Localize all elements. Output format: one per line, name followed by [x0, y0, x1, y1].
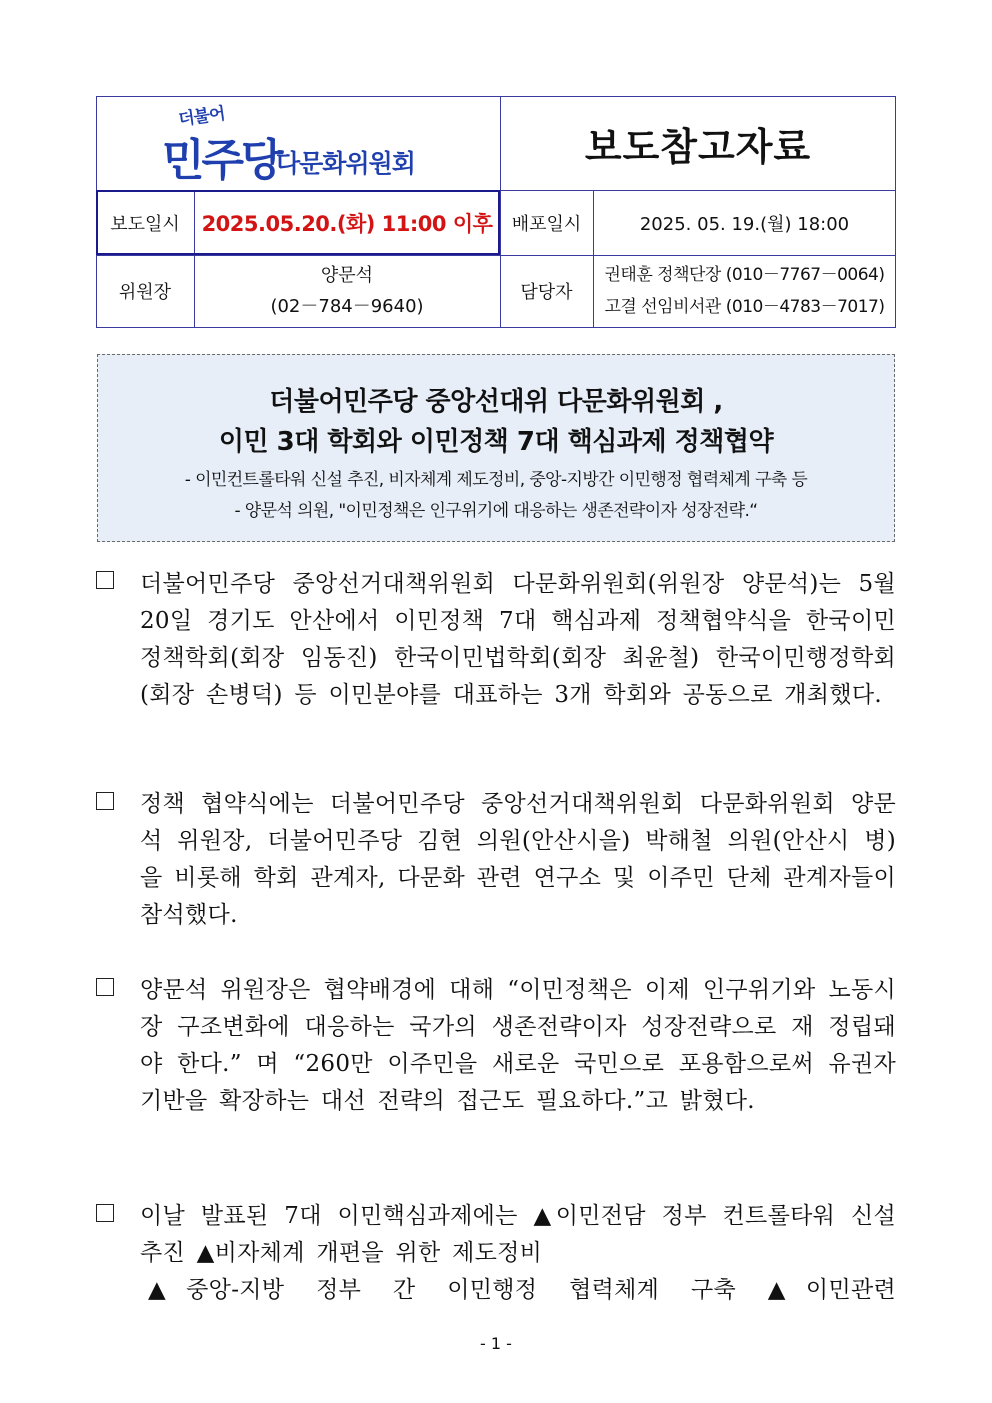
- logo-small-text: 더불어: [177, 103, 226, 131]
- contact-2: 고결 선임비서관 (010－4783－7017): [604, 297, 885, 317]
- checkbox-bullet-icon: [96, 978, 114, 996]
- headline-box: [97, 354, 895, 542]
- embargo-value: 2025.05.20.(화) 11:00 이후: [201, 211, 493, 236]
- body-paragraph-1: [96, 566, 896, 756]
- logo-main-text: 민주당: [162, 135, 281, 186]
- subheadline-1: - 이민컨트롤타워 신설 추진, 비자체계 제도정비, 중앙-지방간 이민행정 협력체계 구축 등: [184, 470, 808, 490]
- document-type: 보도참고자료: [584, 124, 812, 169]
- header-table: [96, 96, 896, 328]
- distribution-value: 2025. 05. 19.(월) 18:00: [639, 213, 850, 235]
- paragraph-text: 정책 협약식에는 더불어민주당 중앙선거대책위원회 다문화위원회 양문석 위원장, 더불어민주당 김현 의원(안산시을) 박해철 의원(안산시 병)을 비롯해 학회 관계자, 다문화 관련 연구소 및 이주민 단체 관계자들이 참석했다.: [140, 791, 896, 928]
- chair-name: 양문석: [320, 265, 374, 286]
- page-number: - 1 -: [480, 1334, 512, 1353]
- body-paragraph-3: [96, 972, 896, 1162]
- headline-line-2: 이민 3대 학회와 이민정책 7대 핵심과제 정책협약: [218, 427, 774, 457]
- contact-1: 권태훈 정책단장 (010－7767－0064): [604, 265, 885, 285]
- paragraph-text: 이날 발표된 7대 이민핵심과제에는 ▲이민전담 정부 컨트롤타워 신설 추진 ▲비자체계 개편을 위한 제도정비: [140, 1203, 896, 1266]
- embargo-label: 보도일시: [110, 213, 180, 235]
- contact-info: [593, 255, 896, 327]
- body-paragraph-4: [96, 1198, 896, 1316]
- checkbox-bullet-icon: [96, 792, 114, 810]
- paragraph-text: 더불어민주당 중앙선거대책위원회 다문화위원회(위원장 양문석)는 5월 20일 경기도 안산에서 이민정책 7대 핵심과제 정책협약식을 한국이민정책학회(회장 임동진) 한국이민법학회(회장 최윤철) 한국이민행정학회(회장 손병덕) 등 이민분야를 대표하는 3개 학회와 공동으로 개최했다.: [140, 571, 896, 708]
- paragraph-text: 양문석 위원장은 협약배경에 대해 “이민정책은 이제 인구위기와 노동시장 구조변화에 대응하는 국가의 생존전략이자 성장전략으로 재 정립돼야 한다.” 며 “260만 이주민을 새로운 국민으로 포용함으로써 유권자 기반을 확장하는 대선 전략의 접근도 필요하다.”고 밝혔다.: [140, 977, 896, 1114]
- checkbox-bullet-icon: [96, 1204, 114, 1222]
- party-logo: [96, 96, 500, 190]
- paragraph-text-continued: ▲중앙-지방 정부 간 이민행정 협력체계 구축 ▲이민관련: [148, 1277, 896, 1303]
- body-paragraph-2: [96, 786, 896, 936]
- contact-label: 담당자: [520, 282, 573, 303]
- headline-line-1: 더불어민주당 중앙선대위 다문화위원회 ,: [269, 387, 723, 417]
- distribution-label: 배포일시: [511, 213, 582, 235]
- logo-committee-text: 다문화위원회: [276, 149, 415, 178]
- subheadline-2: - 양문석 의원, "이민정책은 인구위기에 대응하는 생존전략이자 성장전략.“: [234, 501, 758, 521]
- checkbox-bullet-icon: [96, 571, 114, 589]
- chair-label: 위원장: [118, 282, 172, 303]
- chair-info: [194, 255, 500, 327]
- chair-phone: (02－784－9640): [270, 296, 424, 317]
